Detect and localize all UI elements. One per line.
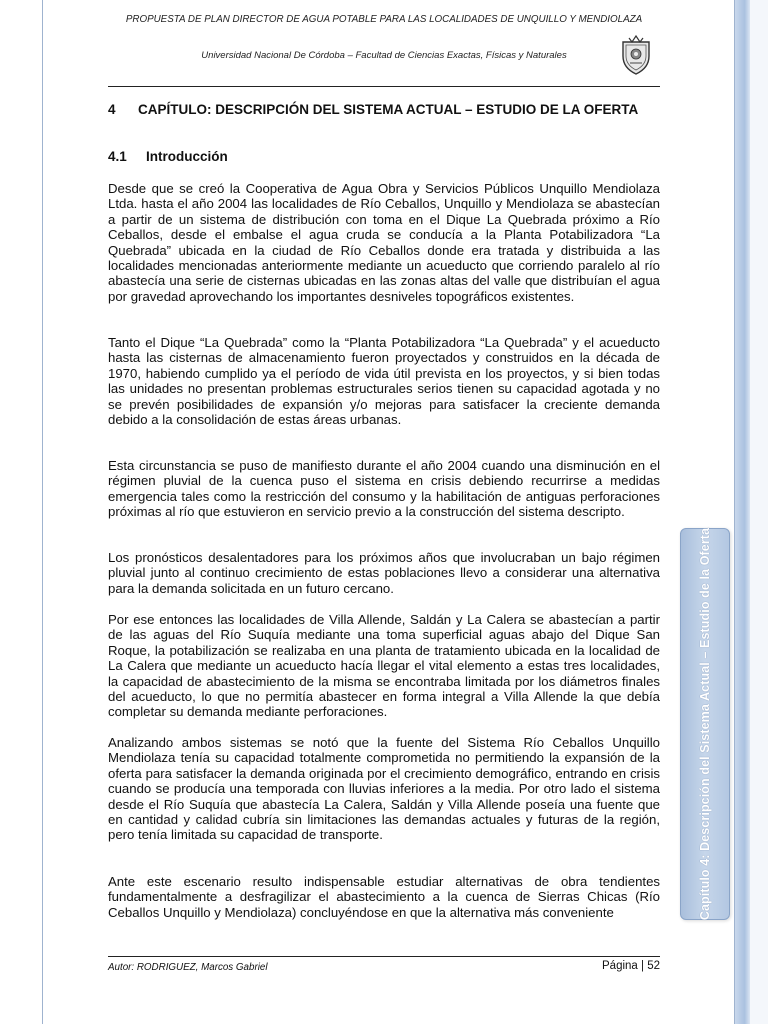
paragraph-4: Los pronósticos desalentadores para los próximos años que involucraban un bajo régimen pluvial junto al continuo crecimiento de estas poblaciones llevo a considerar una alternativa para la demanda solicitada en un futuro cercano. bbox=[108, 550, 660, 596]
header-institution: Universidad Nacional De Córdoba – Facultad de Ciencias Exactas, Físicas y Naturales bbox=[201, 50, 567, 61]
footer-divider bbox=[108, 956, 660, 957]
paragraph-1: Desde que se creó la Cooperativa de Agua Obra y Servicios Públicos Unquillo Mendiolaza Ltda. hasta el año 2004 las localidades de Río Ceballos, Unquillo y Mendiolaza se abastecían a partir de un sistema de distribución con toma en el Dique La Quebrada próximo a Río Ceballos, desde el embalse el agua cruda se conducía a la Planta Potabilizadora “La Quebrada” ubicada en la ciudad de Río Ceballos donde era tratada y distribuida a las localidades mencionadas anteriormente mediante un acueducto que corriendo paralelo al río abastecía una serie de cisternas ubicadas en las zonas altas del valle que distribuían el agua por gravedad aprovechando los importantes desniveles topográficos existentes. bbox=[108, 181, 660, 304]
university-crest-icon bbox=[619, 34, 653, 76]
paragraph-7: Ante este escenario resulto indispensable estudiar alternativas de obra tendientes fundamentalmente a desfragilizar el abastecimiento a la cuenca de Sierras Chicas (Río Ceballos Unquillo y Mendiolaza) concluyéndose en que la alternativa más conveniente bbox=[108, 874, 660, 920]
right-margin-bar bbox=[734, 0, 751, 1024]
chapter-heading bbox=[108, 102, 660, 118]
footer-author: Autor: RODRIGUEZ, Marcos Gabriel bbox=[108, 962, 268, 973]
paragraph-2: Tanto el Dique “La Quebrada” como la “Planta Potabilizadora “La Quebrada” y el acueducto hasta las cisternas de almacenamiento fueron proyectados y construidos en la década de 1970, habiendo cumplido ya el período de vida útil prevista en los proyectos, y si bien todas las unidades no presentan problemas estructurales serios tienen su capacidad agotada y no se prevén posibilidades de expansión y/o mejoras para satisfacer la creciente demanda debido a la consolidación de estas áreas urbanas. bbox=[108, 335, 660, 428]
section-title: Introducción bbox=[146, 149, 228, 164]
paragraph-3: Esta circunstancia se puso de manifiesto durante el año 2004 cuando una disminución en el régimen pluvial de la cuenca puso el sistema en crisis debiendo recurrirse a medidas emergencia tales como la restricción del consumo y la habilitación de antiguas perforaciones próximas al río que estuvieron en servicio previo a la construcción del sistema descripto. bbox=[108, 458, 660, 520]
chapter-number: 4 bbox=[108, 102, 116, 117]
page-number: Página | 52 bbox=[602, 960, 660, 972]
page-left-border bbox=[42, 0, 43, 1024]
section-heading bbox=[108, 149, 228, 164]
paragraph-6: Analizando ambos sistemas se notó que la fuente del Sistema Río Ceballos Unquillo Mendiolaza tenía su capacidad totalmente comprometida no permitiendo la expansión de la oferta para satisfacer la demanda originada por el crecimiento demográfico, entrando en crisis cuando se producía una temporada con lluvias inferiores a la media. Por otro lado el sistema desde el Río Suquía que abastecía La Calera, Saldán y Villa Allende poseía una fuente que en cantidad y calidad cubría sin limitaciones las demandas actuales y futuras de la región, pero tenía limitada su capacidad de transporte. bbox=[108, 735, 660, 843]
section-number: 4.1 bbox=[108, 149, 127, 164]
chapter-title: CAPÍTULO: DESCRIPCIÓN DEL SISTEMA ACTUAL – ESTUDIO DE LA OFERTA bbox=[138, 102, 639, 117]
paragraph-5: Por ese entonces las localidades de Villa Allende, Saldán y La Calera se abastecían a partir de las aguas del Río Suquía mediante una toma superficial aguas abajo del Dique San Roque, la potabilización se realizaba en una planta de tratamiento ubicada en la localidad de La Calera que mediante un acueducto hacía llegar el vital elemento a estas tres localidades, la capacidad de abastecimiento de la misma se encontraba limitada por los diámetros finales del acueducto, lo que no permitía abastecer en forma integral a Villa Allende la que debía completar su demanda mediante perforaciones. bbox=[108, 612, 660, 720]
right-margin-outer bbox=[750, 0, 768, 1024]
header-title: PROPUESTA DE PLAN DIRECTOR DE AGUA POTABLE PARA LAS LOCALIDADES DE UNQUILLO Y MENDIOLAZA bbox=[125, 14, 643, 25]
chapter-side-tab-label: Capítulo 4: Descripción del Sistema Actual – Estudio de la Oferta bbox=[698, 527, 712, 921]
chapter-side-tab bbox=[680, 528, 730, 920]
header-divider bbox=[108, 86, 660, 87]
